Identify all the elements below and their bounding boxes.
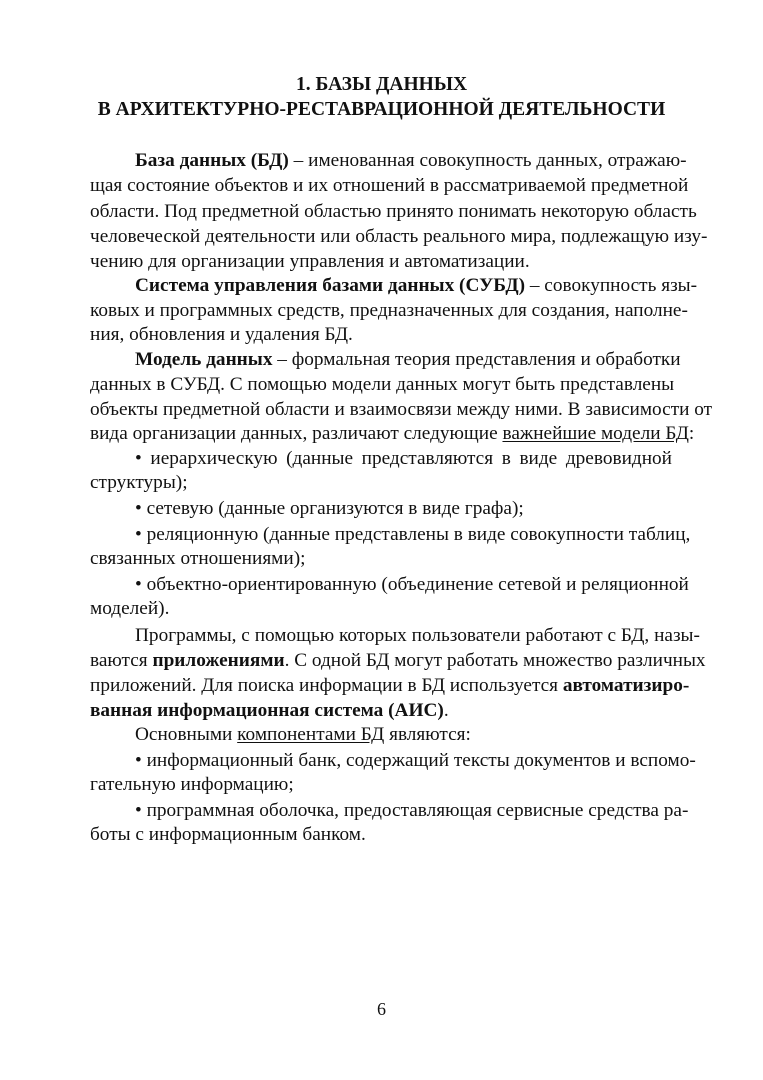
paragraph-apps-line: ванная информационная система (АИС). xyxy=(90,700,449,721)
section-title-line-2: В АРХИТЕКТУРНО-РЕСТАВРАЦИОННОЙ ДЕЯТЕЛЬНОСТИ xyxy=(97,99,666,120)
list-item-network: • сетевую (данные организуются в виде графа); xyxy=(135,498,524,519)
list-item-shell: • программная оболочка, предоставляющая сервисные средства ра- xyxy=(135,800,689,821)
paragraph-model-line: вида организации данных, различают следующие важнейшие модели БД: xyxy=(90,423,695,444)
list-item-hierarchical: • иерархическую (данные представляются в виде древовидной xyxy=(135,448,672,469)
paragraph-subd-line: ния, обновления и удаления БД. xyxy=(90,324,353,345)
paragraph-bd-line: щая состояние объектов и их отношений в рассматриваемой предметной xyxy=(90,175,689,196)
term-subd: Система управления базами данных (СУБД) xyxy=(135,275,526,296)
term-ais-part-2: ванная информационная система (АИС) xyxy=(90,700,444,721)
term-bd: База данных (БД) xyxy=(135,150,289,171)
term-data-model: Модель данных xyxy=(135,349,273,370)
page-number: 6 xyxy=(377,999,386,1019)
paragraph-bd-line: чению для организации управления и автоматизации. xyxy=(90,251,530,272)
list-item-object-oriented: • объектно-ориентированную (объединение сетевой и реляционной xyxy=(135,574,689,595)
paragraph-model-line: Модель данных – формальная теория представления и обработки xyxy=(135,349,681,370)
list-item-hierarchical-cont: структуры); xyxy=(90,472,188,493)
paragraph-apps-line: Программы, с помощью которых пользователи работают с БД, назы- xyxy=(135,625,700,646)
section-title-line-1: 1. БАЗЫ ДАННЫХ xyxy=(295,74,468,95)
list-item-relational-cont: связанных отношениями); xyxy=(90,548,306,569)
term-applications: приложениями xyxy=(152,650,285,671)
term-ais-part-1: автоматизиро- xyxy=(562,675,690,696)
list-item-shell-cont: боты с информационным банком. xyxy=(90,824,366,845)
paragraph-subd-line: Система управления базами данных (СУБД) – совокупность язы- xyxy=(135,275,698,296)
list-item-relational: • реляционную (данные представлены в виде совокупности таблиц, xyxy=(135,524,691,545)
paragraph-components-intro: Основными компонентами БД являются: xyxy=(135,724,471,745)
paragraph-model-line: объекты предметной области и взаимосвязи между ними. В зависимости от xyxy=(90,399,713,420)
underlined-phrase-components: компонентами БД xyxy=(237,724,385,745)
underlined-phrase-models: важнейшие модели БД xyxy=(502,423,689,444)
paragraph-bd-line: области. Под предметной областью принято понимать некоторую область xyxy=(90,201,697,222)
paragraph-apps-line: приложений. Для поиска информации в БД используется автоматизиро- xyxy=(90,675,690,696)
paragraph-apps-line: ваются приложениями. С одной БД могут работать множество различных xyxy=(90,650,706,671)
list-item-object-oriented-cont: моделей). xyxy=(90,598,170,619)
list-item-info-bank: • информационный банк, содержащий тексты документов и вспомо- xyxy=(135,750,696,771)
paragraph-bd-line: человеческой деятельности или область реального мира, подлежащую изу- xyxy=(90,226,708,247)
paragraph-model-line: данных в СУБД. С помощью модели данных могут быть представлены xyxy=(90,374,675,395)
paragraph-bd-line: База данных (БД) – именованная совокупность данных, отражаю- xyxy=(135,150,687,171)
paragraph-subd-line: ковых и программных средств, предназначенных для создания, наполне- xyxy=(90,300,688,321)
list-item-info-bank-cont: гательную информацию; xyxy=(90,774,294,795)
